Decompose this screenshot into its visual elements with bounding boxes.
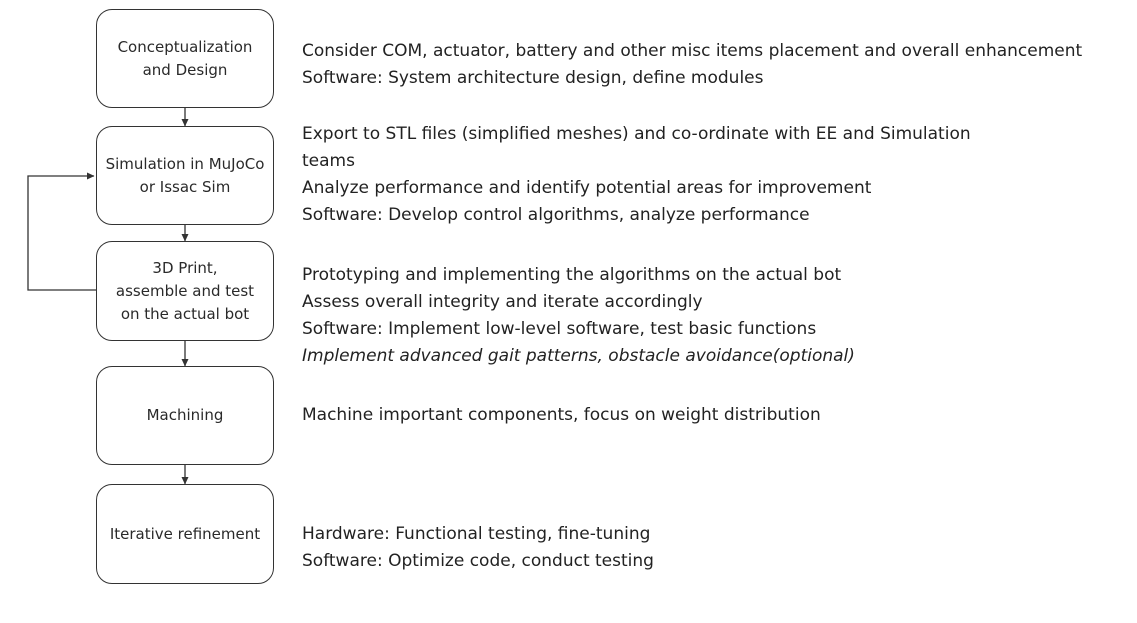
step-label: Iterative refinement <box>109 524 261 543</box>
description-line: Prototyping and implementing the algorithms on the actual bot <box>302 265 842 285</box>
step-iterative-refinement-box <box>96 484 274 584</box>
description-line: Consider COM, actuator, battery and other misc items placement and overall enhancement <box>302 41 1083 61</box>
step-conceptualization-description <box>302 38 1082 92</box>
step-label: Conceptualization and Design <box>117 37 253 79</box>
step-simulation-description <box>302 121 971 229</box>
description-line: Assess overall integrity and iterate accordingly <box>302 292 703 312</box>
description-line: Software: System architecture design, define modules <box>302 68 764 88</box>
description-line: Machine important components, focus on weight distribution <box>302 405 821 425</box>
description-line: Analyze performance and identify potential areas for improvement <box>302 178 872 198</box>
description-line: teams <box>302 151 355 171</box>
description-line: Software: Optimize code, conduct testing <box>302 551 654 571</box>
description-line: Software: Develop control algorithms, analyze performance <box>302 205 810 225</box>
step-machining-box <box>96 366 274 465</box>
description-line: Export to STL files (simplified meshes) and co-ordinate with EE and Simulation <box>302 124 971 144</box>
step-label: Machining <box>146 406 224 424</box>
step-3d-print-box <box>96 241 274 341</box>
feedback-loop-arrow <box>28 176 96 290</box>
description-line: Software: Implement low-level software, test basic functions <box>302 319 817 339</box>
step-conceptualization-box <box>96 9 274 108</box>
step-label: Simulation in MuJoCo or Issac Sim <box>105 154 265 196</box>
step-machining-description <box>302 402 821 429</box>
step-3d-print-description <box>302 262 855 370</box>
step-simulation-box <box>96 126 274 225</box>
step-label: 3D Print, assemble and test on the actual bot <box>115 258 255 323</box>
optional-description-line: Implement advanced gait patterns, obstacle avoidance(optional) <box>302 346 855 366</box>
step-iterative-refinement-description <box>302 521 654 575</box>
description-line: Hardware: Functional testing, fine-tuning <box>302 524 651 544</box>
